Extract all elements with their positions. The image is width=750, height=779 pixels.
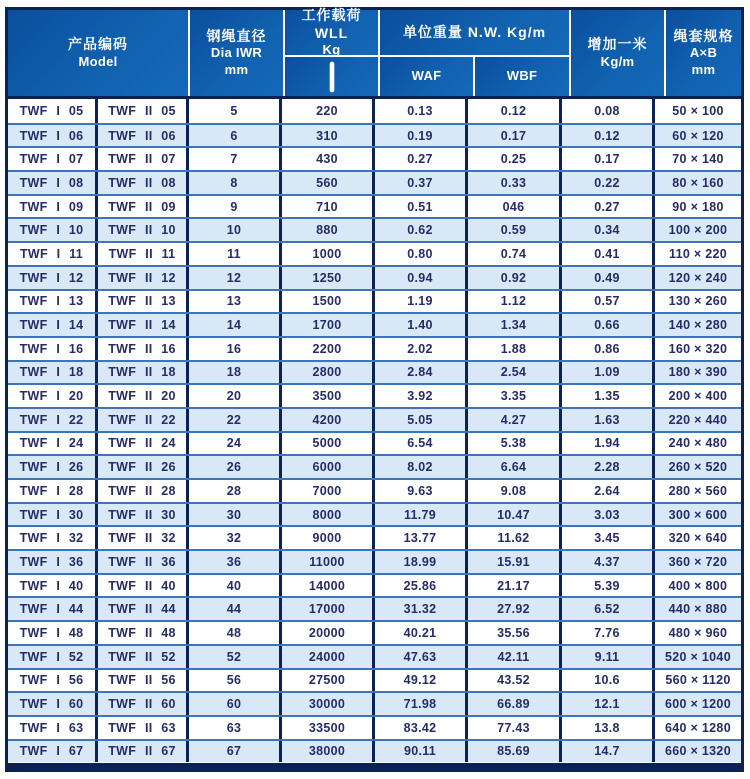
table-cell: 31.32 [372,598,465,620]
table-cell: TWF I 44 [19,602,84,617]
table-cell: 32 [186,527,279,549]
table-cell: 7 [186,148,279,170]
table-cell: TWF I 05 [19,103,84,118]
table-cell: 880 [279,219,372,241]
table-cell: 520 × 1040 [652,646,741,668]
table-cell: 10.6 [559,670,652,692]
table-cell: 0.13 [372,99,465,123]
table-cell: 26 [186,456,279,478]
table-cell: TWF II 36 [95,551,186,573]
table-cell: 83.42 [372,717,465,739]
table-cell: TWF I 12 [19,270,84,285]
table-cell: 0.51 [372,196,465,218]
header-wll-subcell [285,57,378,96]
table-cell: TWF II 30 [95,504,186,526]
table-cell: TWF I 06 [19,128,84,143]
table-header [8,6,741,99]
header-unit-weight-label: 单位重量 N.W. Kg/m [402,24,547,41]
table-cell: 3.45 [559,527,652,549]
header-model [8,10,188,96]
table-cell: 18.99 [372,551,465,573]
table-cell: 7000 [279,480,372,502]
table-cell: 9.08 [465,480,559,502]
table-cell: 0.19 [372,125,465,147]
table-cell: 15.91 [465,551,559,573]
table-cell: 27500 [279,670,372,692]
table-cell: 27.92 [465,598,559,620]
table-cell: TWF II 32 [95,527,186,549]
table-cell: 48 [186,622,279,644]
table-cell: 18 [186,362,279,384]
table-cell: 0.12 [465,99,559,123]
table-cell: 52 [186,646,279,668]
table-row [8,525,741,549]
table-cell: 14000 [279,575,372,597]
table-cell: 1000 [279,243,372,265]
table-cell: 640 × 1280 [652,717,741,739]
table-cell: TWF II 63 [95,717,186,739]
table-cell: 0.12 [559,125,652,147]
table-cell: TWF I 08 [19,175,84,190]
table-cell: 480 × 960 [652,622,741,644]
table-cell: 1.88 [465,338,559,360]
table-cell: 1.19 [372,291,465,313]
table-cell: 40 [186,575,279,597]
table-cell: 4.27 [465,409,559,431]
header-diameter-zh: 钢绳直径 [206,28,267,45]
table-row [8,360,741,384]
table-cell: TWF I 30 [19,507,84,522]
table-cell: 77.43 [465,717,559,739]
table-cell: TWF II 05 [95,99,186,123]
table-cell: 6 [186,125,279,147]
table-cell: TWF II 56 [95,670,186,692]
table-row [8,123,741,147]
table-cell: TWF I 11 [19,246,84,261]
table-cell: 5 [186,99,279,123]
table-cell: 13 [186,291,279,313]
table-row [8,549,741,573]
table-cell: TWF I 40 [19,578,84,593]
table-cell: TWF I 36 [19,554,84,569]
table-cell: 2.28 [559,456,652,478]
header-add-zh: 增加一米 [587,36,648,53]
table-cell: 440 × 880 [652,598,741,620]
table-cell: 8.02 [372,456,465,478]
table-cell: 14 [186,314,279,336]
table-row [8,454,741,478]
table-cell: 90.11 [372,741,465,763]
table-cell: 0.59 [465,219,559,241]
table-cell: 0.62 [372,219,465,241]
table-cell: 71.98 [372,693,465,715]
table-cell: TWF I 28 [19,483,84,498]
table-cell: TWF II 60 [95,693,186,715]
table-cell: 120 × 240 [652,267,741,289]
table-row [8,241,741,265]
table-cell: 11.62 [465,527,559,549]
table-cell: TWF II 20 [95,385,186,407]
table-row [8,739,741,763]
vertical-bar-icon [330,62,334,92]
table-cell: TWF I 24 [19,436,84,451]
table-cell: TWF II 40 [95,575,186,597]
table-cell: 100 × 200 [652,219,741,241]
header-wbf-label: WBF [506,68,538,84]
table-cell: 20000 [279,622,372,644]
table-cell: 046 [465,196,559,218]
table-cell: 140 × 280 [652,314,741,336]
table-cell: 2.84 [372,362,465,384]
table-cell: 38000 [279,741,372,763]
table-cell: 20 [186,385,279,407]
table-cell: 3.92 [372,385,465,407]
table-cell: TWF I 32 [19,531,84,546]
table-cell: 130 × 260 [652,291,741,313]
table-cell: 40.21 [372,622,465,644]
table-cell: 560 [279,172,372,194]
table-cell: 21.17 [465,575,559,597]
table-cell: 2.64 [559,480,652,502]
table-cell: 1.94 [559,433,652,455]
table-cell: 1.12 [465,291,559,313]
header-spec-unit: mm [691,62,716,78]
table-cell: 0.34 [559,219,652,241]
table-cell: 5.38 [465,433,559,455]
table-cell: 11000 [279,551,372,573]
table-cell: TWF II 48 [95,622,186,644]
table-cell: 600 × 1200 [652,693,741,715]
table-cell: TWF II 11 [95,243,186,265]
table-cell: 12 [186,267,279,289]
table-row [8,146,741,170]
table-cell: TWF I 07 [19,152,84,167]
table-cell: 63 [186,717,279,739]
table-cell: 24000 [279,646,372,668]
table-cell: 240 × 480 [652,433,741,455]
table-cell: 11.79 [372,504,465,526]
table-cell: TWF I 13 [19,294,84,309]
table-cell: 1700 [279,314,372,336]
header-sling-spec [666,10,741,96]
table-cell: TWF II 12 [95,267,186,289]
table-cell: TWF II 18 [95,362,186,384]
table-cell: TWF I 60 [19,697,84,712]
table-row [8,573,741,597]
header-unit-weight [380,10,569,55]
table-cell: 9.63 [372,480,465,502]
table-cell: TWF II 52 [95,646,186,668]
table-cell: 6.54 [372,433,465,455]
table-cell: 11 [186,243,279,265]
table-cell: 14.7 [559,741,652,763]
table-cell: TWF II 07 [95,148,186,170]
table-cell: TWF II 14 [95,314,186,336]
table-cell: 42.11 [465,646,559,668]
table-cell: 2.54 [465,362,559,384]
table-cell: 3.35 [465,385,559,407]
table-cell: 200 × 400 [652,385,741,407]
table-cell: 220 [279,99,372,123]
table-cell: 300 × 600 [652,504,741,526]
table-cell: TWF I 16 [19,341,84,356]
header-add-unit: Kg/m [600,53,635,69]
header-model-zh: 产品编码 [68,36,128,53]
table-cell: 30000 [279,693,372,715]
table-cell: 0.49 [559,267,652,289]
table-cell: 400 × 800 [652,575,741,597]
table-cell: 43.52 [465,670,559,692]
table-cell: TWF II 24 [95,433,186,455]
table-cell: 0.37 [372,172,465,194]
table-row [8,383,741,407]
table-cell: 5.39 [559,575,652,597]
table-cell: 0.17 [465,125,559,147]
spec-table [5,7,744,772]
table-cell: TWF I 63 [19,720,84,735]
table-cell: 0.41 [559,243,652,265]
table-row [8,312,741,336]
table-cell: 56 [186,670,279,692]
table-cell: 8000 [279,504,372,526]
table-cell: 320 × 640 [652,527,741,549]
table-cell: 60 [186,693,279,715]
table-row [8,691,741,715]
table-row [8,99,741,123]
table-cell: 360 × 720 [652,551,741,573]
table-cell: 280 × 560 [652,480,741,502]
header-wll-zh: 工作载荷 WLL [301,6,362,42]
table-row [8,502,741,526]
table-cell: 0.08 [559,99,652,123]
table-body [8,99,741,762]
table-cell: 8 [186,172,279,194]
table-cell: 16 [186,338,279,360]
table-cell: 85.69 [465,741,559,763]
table-cell: 0.86 [559,338,652,360]
header-wll-unit: Kg [322,42,341,58]
table-cell: TWF I 48 [19,625,84,640]
table-cell: TWF II 22 [95,409,186,431]
table-cell: TWF I 52 [19,649,84,664]
table-cell: TWF II 09 [95,196,186,218]
table-cell: 0.27 [559,196,652,218]
table-row [8,265,741,289]
table-cell: 0.25 [465,148,559,170]
table-cell: 22 [186,409,279,431]
table-cell: 9 [186,196,279,218]
table-cell: 0.17 [559,148,652,170]
table-cell: TWF I 14 [19,318,84,333]
table-cell: 4200 [279,409,372,431]
table-cell: 3500 [279,385,372,407]
table-cell: TWF I 10 [19,223,84,238]
table-cell: TWF I 18 [19,365,84,380]
table-cell: TWF II 08 [95,172,186,194]
table-cell: 0.74 [465,243,559,265]
header-wbf [475,57,569,96]
table-cell: 430 [279,148,372,170]
table-cell: 66.89 [465,693,559,715]
table-cell: 3.03 [559,504,652,526]
header-diameter [190,10,283,96]
table-row [8,644,741,668]
table-cell: 0.27 [372,148,465,170]
table-cell: 1250 [279,267,372,289]
table-cell: 5000 [279,433,372,455]
table-cell: TWF II 10 [95,219,186,241]
table-cell: 12.1 [559,693,652,715]
table-cell: 2800 [279,362,372,384]
table-cell: 0.33 [465,172,559,194]
table-cell: 2200 [279,338,372,360]
table-cell: 260 × 520 [652,456,741,478]
table-cell: 1.09 [559,362,652,384]
table-cell: 220 × 440 [652,409,741,431]
header-wll [285,6,378,58]
table-cell: TWF II 16 [95,338,186,360]
table-cell: 90 × 180 [652,196,741,218]
table-cell: TWF I 09 [19,199,84,214]
table-cell: TWF I 26 [19,460,84,475]
table-row [8,431,741,455]
table-row [8,715,741,739]
table-cell: 0.57 [559,291,652,313]
header-diameter-unit: mm [224,62,249,78]
table-cell: 47.63 [372,646,465,668]
table-cell: 60 × 120 [652,125,741,147]
table-cell: 25.86 [372,575,465,597]
table-row [8,336,741,360]
table-cell: 0.66 [559,314,652,336]
table-cell: TWF I 22 [19,412,84,427]
table-cell: 44 [186,598,279,620]
header-waf [380,57,473,96]
table-row [8,289,741,313]
table-cell: 33500 [279,717,372,739]
table-cell: 9000 [279,527,372,549]
table-cell: 9.11 [559,646,652,668]
table-cell: 80 × 160 [652,172,741,194]
table-cell: 6000 [279,456,372,478]
table-cell: 13.77 [372,527,465,549]
table-row [8,596,741,620]
table-row [8,478,741,502]
table-cell: TWF II 06 [95,125,186,147]
table-cell: 0.80 [372,243,465,265]
table-cell: 560 × 1120 [652,670,741,692]
table-cell: TWF II 13 [95,291,186,313]
table-row [8,217,741,241]
table-cell: 0.94 [372,267,465,289]
table-cell: 13.8 [559,717,652,739]
table-cell: TWF II 26 [95,456,186,478]
table-cell: 660 × 1320 [652,741,741,763]
header-waf-label: WAF [411,68,442,84]
table-cell: 5.05 [372,409,465,431]
table-row [8,194,741,218]
table-cell: 6.64 [465,456,559,478]
table-cell: 6.52 [559,598,652,620]
table-cell: 0.92 [465,267,559,289]
table-cell: TWF II 44 [95,598,186,620]
table-cell: TWF II 67 [95,741,186,763]
table-cell: TWF I 67 [19,744,84,759]
table-cell: 50 × 100 [652,99,741,123]
table-cell: 36 [186,551,279,573]
table-cell: 110 × 220 [652,243,741,265]
table-cell: 160 × 320 [652,338,741,360]
header-spec-zh: 绳套规格 [673,28,734,45]
table-cell: 1.63 [559,409,652,431]
table-cell: 180 × 390 [652,362,741,384]
table-cell: 70 × 140 [652,148,741,170]
table-cell: 28 [186,480,279,502]
table-cell: 1.40 [372,314,465,336]
table-cell: 0.22 [559,172,652,194]
table-cell: 49.12 [372,670,465,692]
table-cell: 67 [186,741,279,763]
table-cell: 4.37 [559,551,652,573]
table-cell: 17000 [279,598,372,620]
table-cell: 10 [186,219,279,241]
table-cell: TWF I 56 [19,673,84,688]
table-cell: 710 [279,196,372,218]
table-cell: TWF II 28 [95,480,186,502]
table-cell: 2.02 [372,338,465,360]
table-cell: 24 [186,433,279,455]
table-row [8,170,741,194]
table-cell: 35.56 [465,622,559,644]
table-cell: 1.34 [465,314,559,336]
header-diameter-en: Dia IWR [210,45,263,61]
header-add-per-meter [571,10,664,96]
table-cell: 1500 [279,291,372,313]
table-cell: TWF I 20 [19,389,84,404]
table-row [8,620,741,644]
header-spec-dim: A×B [689,45,718,61]
table-cell: 30 [186,504,279,526]
table-cell: 10.47 [465,504,559,526]
table-cell: 7.76 [559,622,652,644]
header-model-en: Model [78,53,118,69]
table-row [8,668,741,692]
table-row [8,407,741,431]
table-cell: 1.35 [559,385,652,407]
table-cell: 310 [279,125,372,147]
